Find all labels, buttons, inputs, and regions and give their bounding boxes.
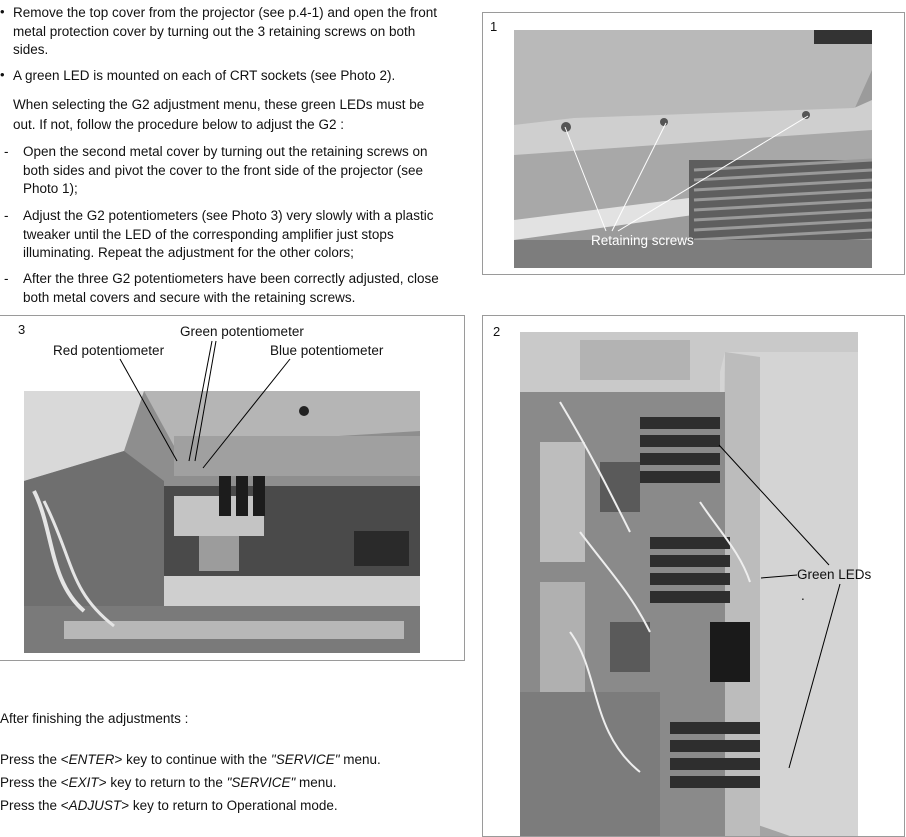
finish-heading: After finishing the adjustments : bbox=[0, 711, 189, 726]
finish-line-text: > key to return to Operational mode. bbox=[121, 798, 338, 813]
finish-line-text: Press the < bbox=[0, 752, 69, 767]
bullet-green-led bbox=[0, 67, 440, 86]
step-open-cover bbox=[0, 143, 440, 199]
menu-name: "SERVICE" bbox=[226, 775, 296, 790]
photo2-mark: . bbox=[801, 588, 805, 603]
bullet-text: A green LED is mounted on each of CRT sockets (see Photo 2). bbox=[13, 68, 396, 83]
photo2-frame bbox=[482, 315, 905, 837]
step-text: Adjust the G2 potentiometers (see Photo 3) very slowly with a plastic tweaker until the LED of the corresponding amplifier just stops illuminating. Repeat the adjustment for the other colors; bbox=[23, 208, 434, 260]
photo1-label-retaining-screws: Retaining screws bbox=[591, 233, 694, 248]
photo3-label-green: Green potentiometer bbox=[180, 324, 304, 339]
photo1-frame bbox=[482, 12, 905, 275]
bullet-dot-icon: • bbox=[0, 4, 5, 19]
bullet-remove-cover bbox=[0, 4, 440, 60]
photo3-label-blue: Blue potentiometer bbox=[270, 343, 384, 358]
finish-line-text: > key to continue with the bbox=[114, 752, 271, 767]
key-name: EXIT bbox=[68, 775, 99, 790]
photo1-number: 1 bbox=[490, 19, 498, 34]
step-text: After the three G2 potentiometers have been correctly adjusted, close both metal covers and secure with the retaining screws. bbox=[23, 271, 439, 305]
bullet-text: Remove the top cover from the projector (see p.4-1) and open the front metal protection cover by turning out the 3 retaining screws on both sides. bbox=[13, 5, 437, 57]
finish-line-text: Press the < bbox=[0, 775, 69, 790]
finish-line-exit bbox=[0, 775, 337, 790]
g2-note: When selecting the G2 adjustment menu, these green LEDs must be out. If not, follow the procedure below to adjust the G2 : bbox=[13, 97, 425, 132]
photo3-number: 3 bbox=[18, 322, 26, 337]
key-name: ADJUST bbox=[68, 798, 122, 813]
dash-icon: - bbox=[4, 144, 9, 159]
bullet-dot-icon: • bbox=[0, 67, 5, 82]
finish-line-text: Press the < bbox=[0, 798, 69, 813]
finish-line-text: menu. bbox=[295, 775, 337, 790]
menu-name: "SERVICE" bbox=[270, 752, 340, 767]
finish-line-text: > key to return to the bbox=[98, 775, 227, 790]
dash-icon: - bbox=[4, 208, 9, 223]
photo3-label-red: Red potentiometer bbox=[53, 343, 165, 358]
photo3-frame bbox=[0, 315, 465, 661]
finish-line-enter bbox=[0, 752, 381, 767]
step-adjust-g2 bbox=[0, 207, 440, 263]
photo2-number: 2 bbox=[493, 324, 501, 339]
photo2-image bbox=[520, 332, 858, 836]
photo3-image bbox=[24, 391, 420, 653]
finish-line-text: menu. bbox=[339, 752, 381, 767]
key-name: ENTER bbox=[68, 752, 115, 767]
dash-icon: - bbox=[4, 271, 9, 286]
photo2-label-green-leds: Green LEDs bbox=[797, 567, 872, 582]
step-text: Open the second metal cover by turning out the retaining screws on both sides and pivot the cover to the front side of the projector (see Photo 1); bbox=[23, 144, 428, 196]
finish-line-adjust bbox=[0, 798, 338, 813]
step-close-covers bbox=[0, 270, 440, 307]
